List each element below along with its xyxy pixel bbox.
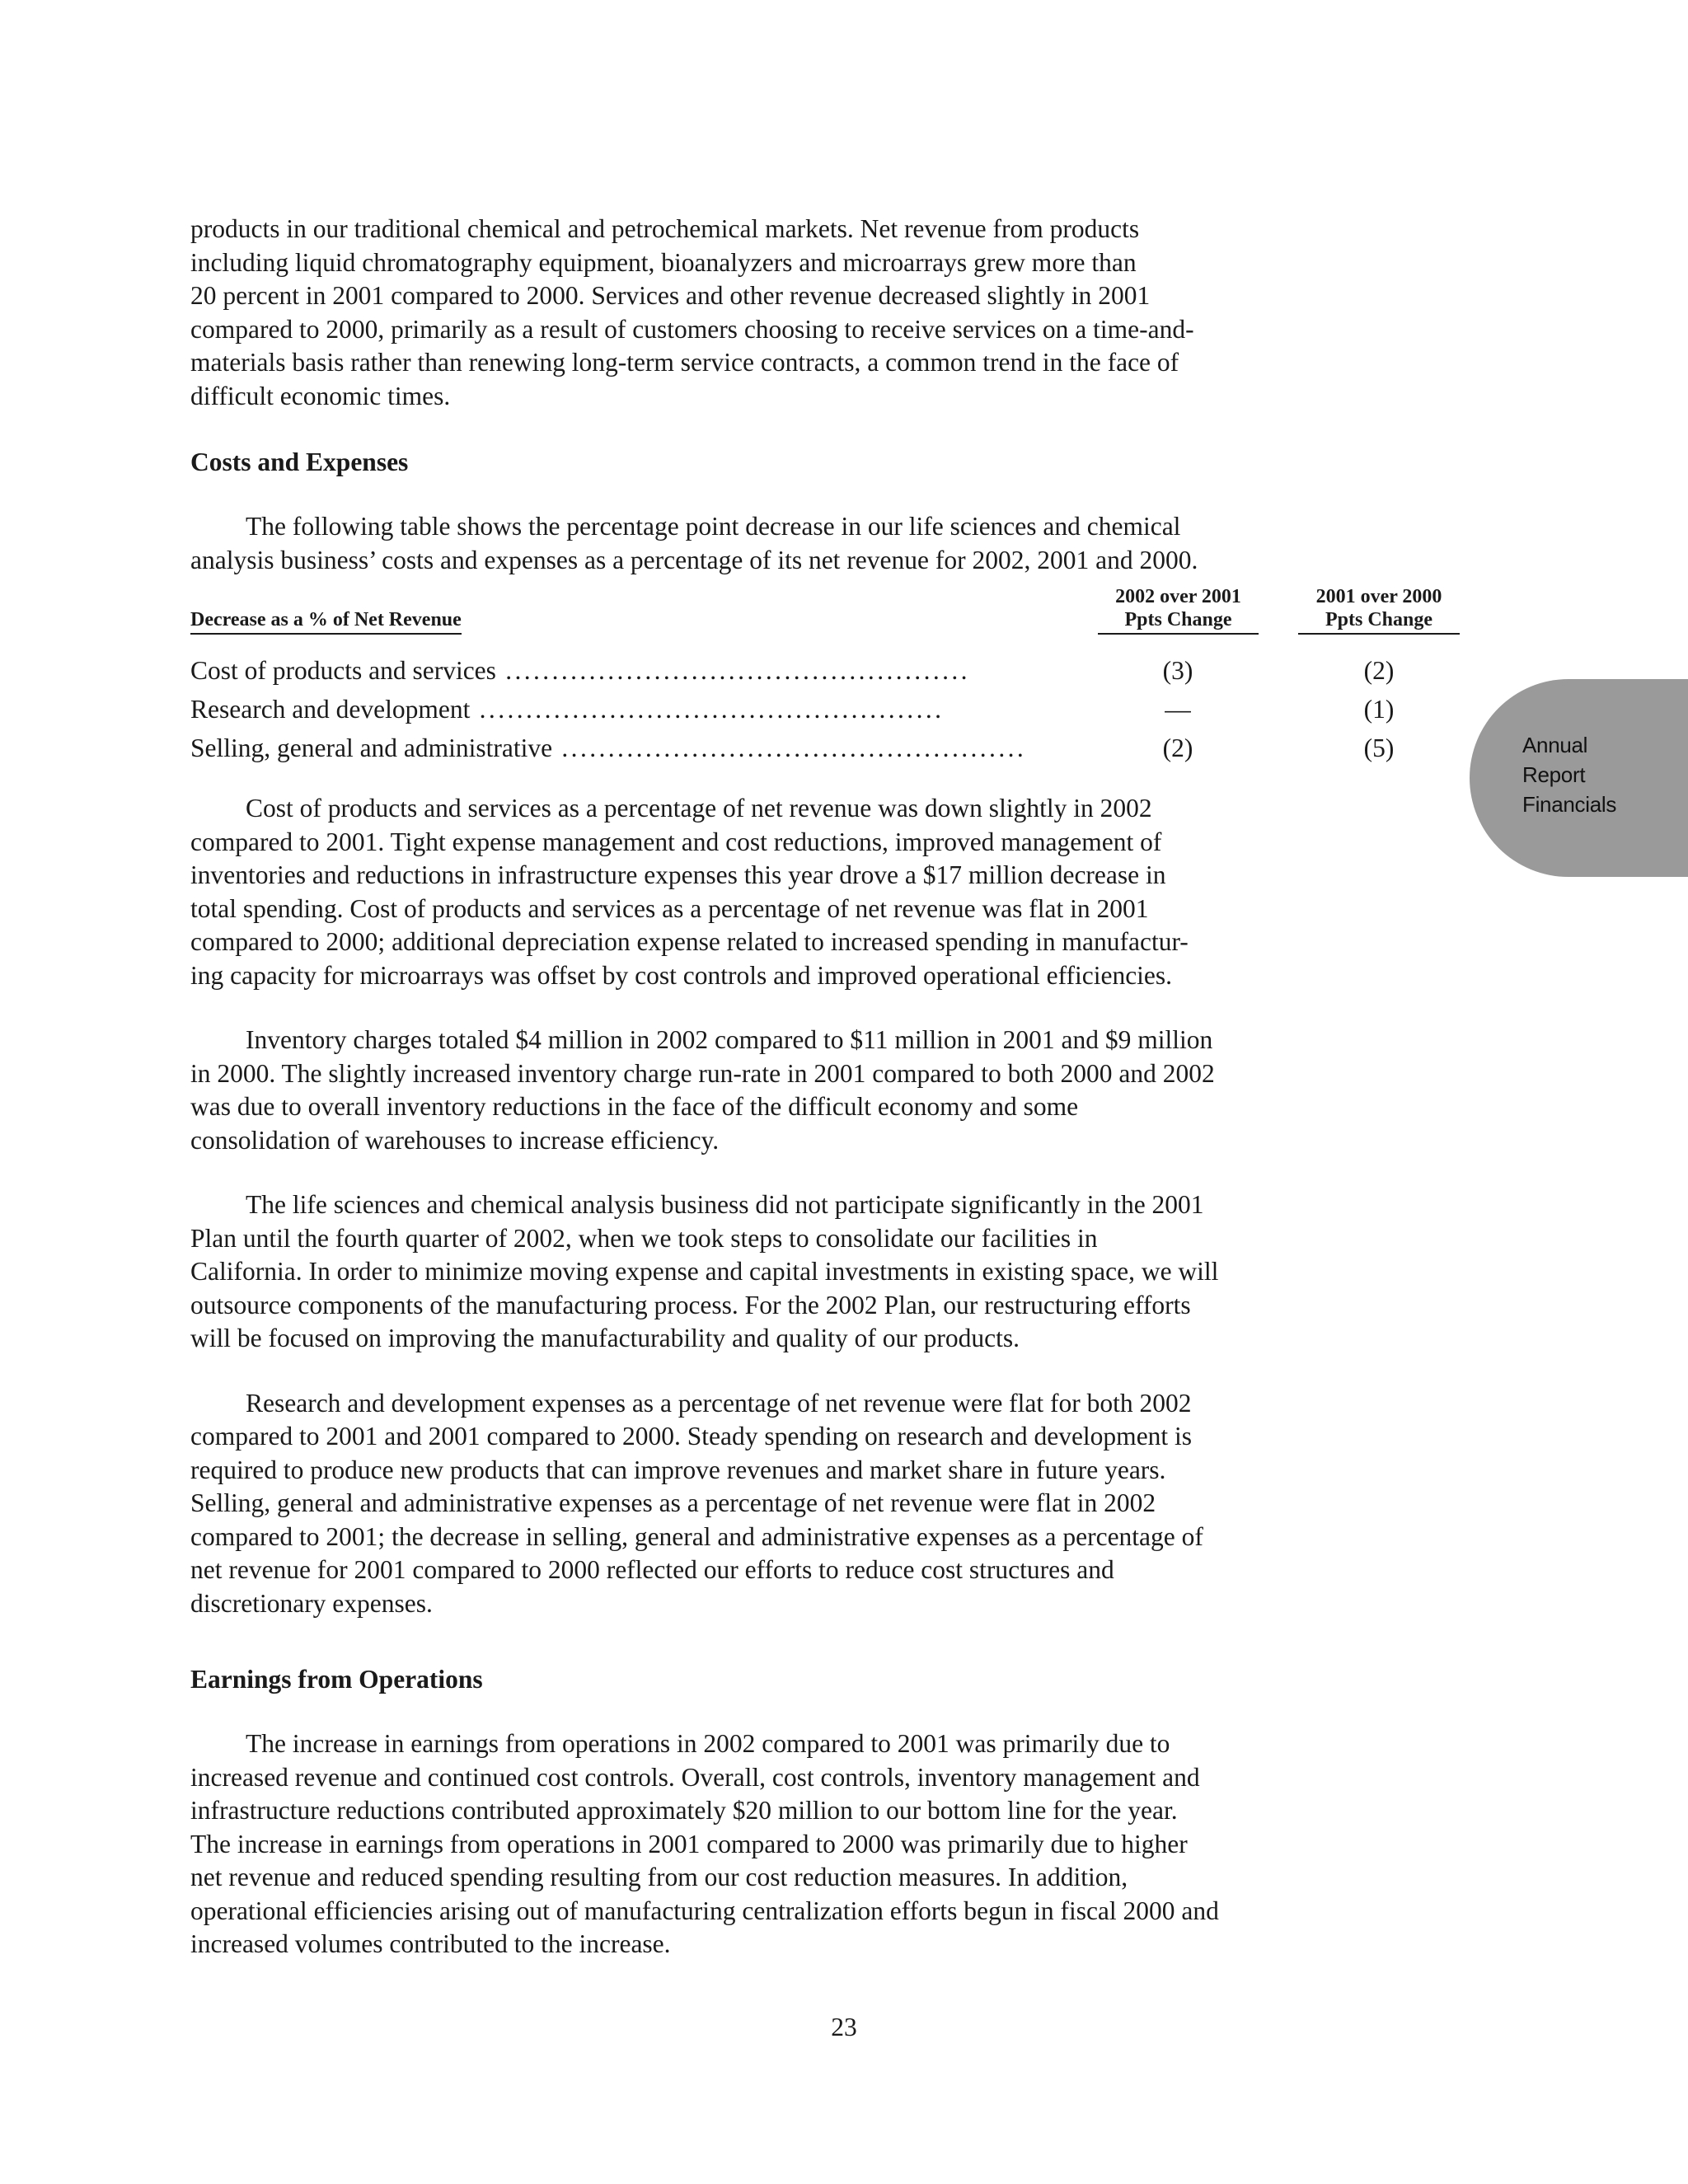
costs-expenses-heading: Costs and Expenses	[190, 448, 409, 476]
intro-paragraph: products in our traditional chemical and petrochemical markets. Net revenue from products including liquid chromatography equipment, bioanalyzers and microarrays grew more than 20 percent in 2001 compared to 2000. Services and other revenue decreased slightly in 2001 compared to 2000, primarily as a result of customers choosing to receive services on a time-and- materials basis rather than renewing long-term service contracts, a common trend in the face of difficult economic times.	[190, 214, 1194, 410]
cost-decrease-table	[190, 585, 1460, 767]
column-header-2001: 2001 over 2000 Ppts Change	[1298, 585, 1460, 635]
cost-products-paragraph: Cost of products and services as a percentage of net revenue was down slightly in 2002 compared to 2001. Tight expense management and cost reductions, improved management of inventories and reductions in infrastructure expenses this year drove a $17 million decrease in total spending. Cost of products and services as a percentage of net revenue was flat in 2001 compared to 2000; additional depreciation expense related to increased spending in manufactur- ing capacity for microarrays was offset by cost controls and improved operational efficiencies.	[190, 794, 1189, 990]
table-row	[190, 651, 1460, 690]
dot-leader: ..................................................	[495, 656, 970, 685]
table-title: Decrease as a % of Net Revenue	[190, 608, 462, 635]
table-cell: (2)	[1363, 656, 1395, 685]
earnings-paragraph: The increase in earnings from operations in 2002 compared to 2001 was primarily due to increased revenue and continued cost controls. Overall, cost controls, inventory management and infrastructure reductions contributed approximately $20 million to our bottom line for the year. The increase in earnings from operations in 2001 compared to 2000 was primarily due to higher net revenue and reduced spending resulting from our cost reduction measures. In addition, operational efficiencies arising out of manufacturing centralization efforts begun in fiscal 2000 and increased volumes contributed to the increase.	[190, 1729, 1219, 1958]
table-row	[190, 690, 1460, 729]
side-tab-label	[1522, 730, 1616, 819]
column-header-2002: 2002 over 2001 Ppts Change	[1098, 585, 1259, 635]
research-paragraph: Research and development expenses as a percentage of net revenue were flat for both 2002 compared to 2001 and 2001 compared to 2000. Steady spending on research and development is required to produce new products that can improve revenues and market share in future years. Selling, general and administrative expenses as a percentage of net revenue were flat in 2002 compared to 2001; the decrease in selling, general and administrative expenses as a percentage of net revenue for 2001 compared to 2000 reflected our efforts to reduce cost structures and discretionary expenses.	[190, 1388, 1203, 1618]
table-intro-paragraph: The following table shows the percentage point decrease in our life sciences and chemical analysis business’ costs and expenses as a percentage of its net revenue for 2002, 2001 and 2000.	[190, 512, 1198, 574]
table-cell: (1)	[1363, 695, 1395, 724]
side-tab-line: Report	[1522, 762, 1586, 787]
section-side-tab	[1470, 679, 1688, 877]
restructuring-paragraph: The life sciences and chemical analysis business did not participate significantly in the 2001 Plan until the fourth quarter of 2002, when we took steps to consolidate our facilities in California. In order to minimize moving expense and capital investments in existing space, we will outsource components of the manufacturing process. For the 2002 Plan, our restructuring efforts will be focused on improving the manufacturability and quality of our products.	[190, 1190, 1219, 1352]
inventory-paragraph: Inventory charges totaled $4 million in 2002 compared to $11 million in 2001 and $9 million in 2000. The slightly increased inventory charge run-rate in 2001 compared to both 2000 and 2002 was due to overall inventory reductions in the face of the difficult economy and some consolidation of warehouses to increase efficiency.	[190, 1025, 1215, 1155]
table-row	[190, 729, 1460, 767]
row-label: Selling, general and administrative	[190, 733, 553, 762]
dot-leader: ..................................................	[470, 695, 945, 724]
table-cell: (2)	[1162, 733, 1193, 762]
earnings-operations-heading: Earnings from Operations	[190, 1665, 483, 1694]
table-cell: (3)	[1162, 656, 1193, 685]
row-label: Cost of products and services	[190, 656, 496, 685]
row-label: Research and development	[190, 695, 471, 724]
side-tab-line: Annual	[1522, 733, 1588, 757]
main-column	[190, 213, 1460, 1961]
table-cell: (5)	[1363, 733, 1395, 762]
table-header	[190, 585, 1460, 635]
table-cell: —	[1165, 695, 1191, 724]
page-number: 23	[831, 2013, 857, 2041]
dot-leader: ..................................................	[552, 733, 1027, 762]
table-body	[190, 651, 1460, 767]
side-tab-line: Financials	[1522, 792, 1617, 817]
